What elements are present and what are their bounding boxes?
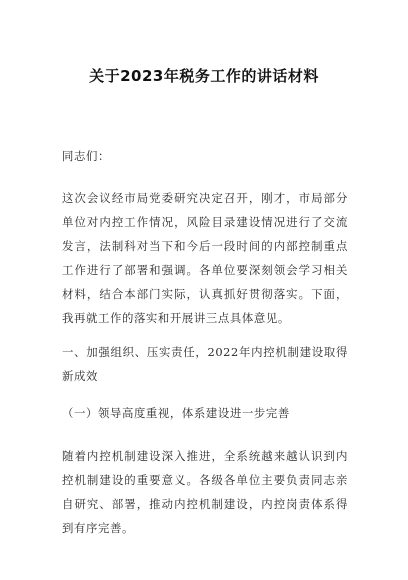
section-heading-1: 一、加强组织、压实责任，2022年内控机制建设取得新成效 <box>62 345 348 383</box>
greeting: 同志们： <box>62 149 110 163</box>
subsection-heading-1: （一）领导高度重视，体系建设进一步完善 <box>62 406 290 420</box>
paragraph-body: 随着内控机制建设深入推进，全系统越来越认识到内控机制建设的重要意义。各级各单位主要负责同志亲自研究、部署，推动内控机制建设，内控岗责体系得到有序完善。 <box>62 449 348 535</box>
paragraph-intro: 这次会议经市局党委研究决定召开，刚才，市局部分单位对内控工作情况，风险目录建设情况进行了交流发言，法制科对当下和今后一段时间的内部控制重点工作进行了部署和强调。各单位要深刻领会学习相关材料，结合本部门实际，认真抓好贯彻落实。下面，我再就工作的落实和开展讲三点具体意见。 <box>62 191 348 325</box>
document-title: 关于2023年税务工作的讲话材料 <box>89 67 319 85</box>
